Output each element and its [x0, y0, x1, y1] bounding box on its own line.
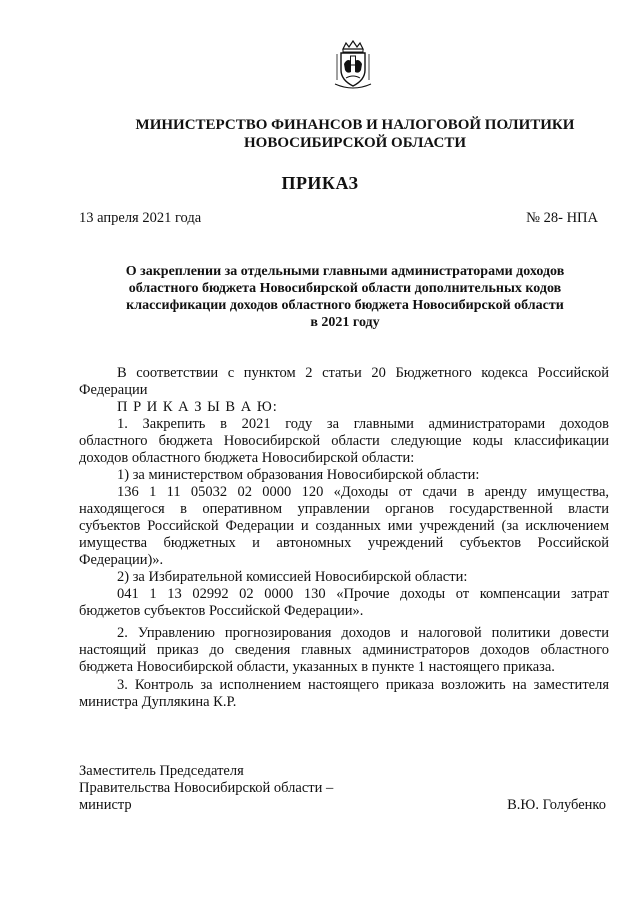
document-number: № 28- НПА [526, 210, 598, 226]
body-line: 041 1 13 02992 02 0000 130 «Прочие доходы от компенсации затрат [117, 586, 609, 602]
title-line: областного бюджета Новосибирской области дополнительных кодов [128, 281, 562, 296]
body-line: 2. Управлению прогнозирования доходов и налоговой политики довести [117, 625, 609, 641]
body-line: настоящий приказ до сведения главных администраторов доходов областного [79, 642, 609, 658]
body-line: доходов областного бюджета Новосибирской области: [79, 450, 415, 466]
body-line: Федерации)». [79, 552, 164, 568]
title-line: О закреплении за отдельными главными администраторами доходов [125, 264, 565, 279]
body-line: министра Дуплякина К.Р. [79, 694, 237, 710]
organization-name-line2: НОВОСИБИРСКОЙ ОБЛАСТИ [243, 135, 467, 151]
signatory-position: Заместитель Председателя [79, 763, 244, 779]
body-line: имущества бюджетных и автономных учреждений субъектов Российской [79, 535, 609, 551]
body-line: 136 1 11 05032 02 0000 120 «Доходы от сдачи в аренду имущества, [117, 484, 609, 500]
body-line: областного бюджета Новосибирской области следующие коды классификации [79, 433, 609, 449]
signatory-position: Правительства Новосибирской области – [79, 780, 334, 796]
document-type: ПРИКАЗ [281, 173, 359, 193]
signatory-position: министр [79, 797, 132, 813]
body-line: 2) за Избирательной комиссией Новосибирской области: [117, 569, 468, 585]
body-line: Федерации [79, 382, 148, 398]
organization-name-line1: МИНИСТЕРСТВО ФИНАНСОВ И НАЛОГОВОЙ ПОЛИТИКИ [135, 117, 575, 133]
document-date: 13 апреля 2021 года [79, 210, 202, 226]
body-line: 1. Закрепить в 2021 году за главными администраторами доходов [117, 416, 609, 432]
body-line: бюджета Новосибирской области, указанных в пункте 1 настоящего приказа. [79, 659, 555, 675]
signatory-name: В.Ю. Голубенко [507, 797, 606, 813]
body-line: В соответствии с пунктом 2 статьи 20 Бюджетного кодекса Российской [117, 365, 609, 381]
body-line: П Р И К А З Ы В А Ю: [117, 399, 278, 415]
body-line: 1) за министерством образования Новосибирской области: [117, 467, 480, 483]
body-line: субъектов Российской Федерации и созданных ими учреждений (за исключением [79, 518, 609, 534]
title-line: в 2021 году [310, 315, 380, 330]
coat-of-arms-icon [329, 40, 377, 90]
body-line: бюджетов субъектов Российской Федерации». [79, 603, 364, 619]
body-line: находящегося в оперативном управлении органов государственной власти [79, 501, 609, 517]
body-line: 3. Контроль за исполнением настоящего приказа возложить на заместителя [117, 677, 609, 693]
title-line: классификации доходов областного бюджета Новосибирской области [126, 298, 564, 313]
